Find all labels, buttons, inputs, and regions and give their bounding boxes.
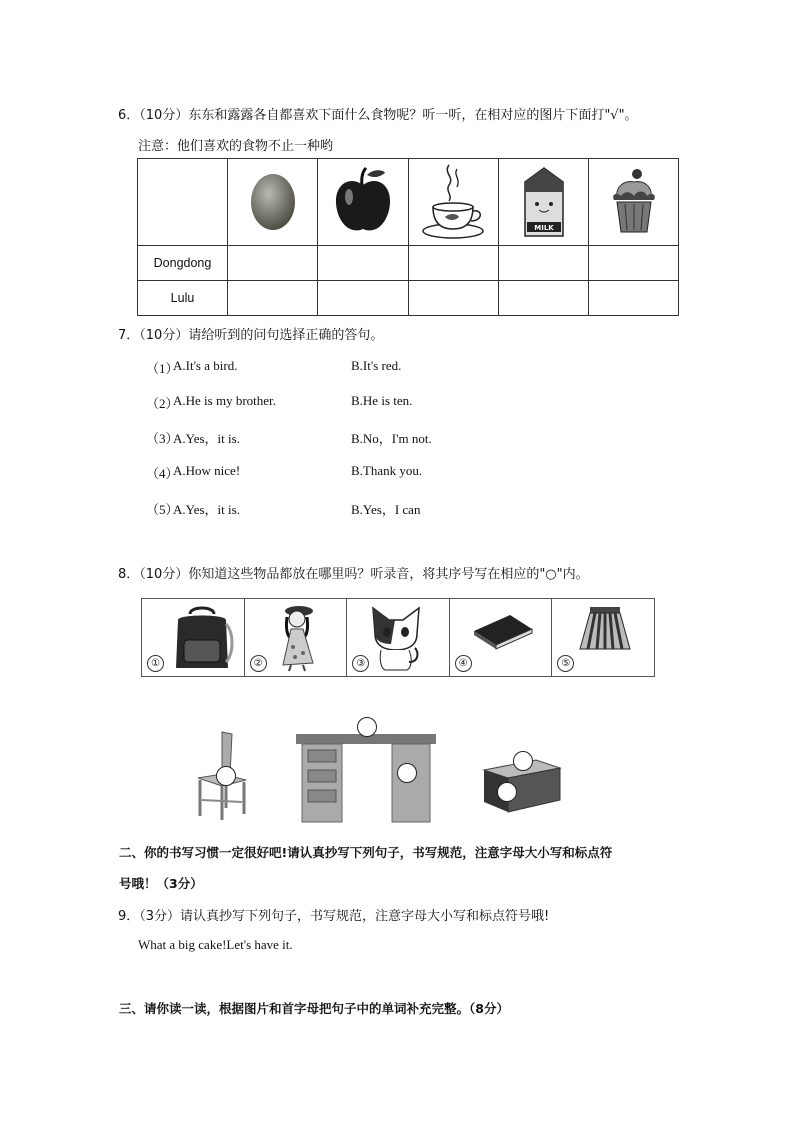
q7-option-b[interactable]: B.Thank you. <box>351 463 423 478</box>
answer-cell[interactable] <box>228 281 318 316</box>
book-image <box>472 611 534 651</box>
egg-image <box>243 166 303 236</box>
answer-circle-box-front[interactable] <box>497 782 517 802</box>
q7-option-a[interactable]: A.Yes，it is. <box>173 431 240 446</box>
answer-cell[interactable] <box>589 281 679 316</box>
q7-option-a[interactable]: A.Yes，it is. <box>173 502 240 517</box>
cake-image <box>609 166 659 236</box>
items-strip <box>141 598 655 677</box>
q7-item-number: （3） <box>146 431 179 446</box>
tea-image <box>419 161 489 241</box>
answer-cell[interactable] <box>409 246 499 281</box>
row-label-dongdong: Dongdong <box>138 246 228 281</box>
answer-cell[interactable] <box>499 281 589 316</box>
q7-option-a[interactable]: A.It's a bird. <box>173 358 238 373</box>
answer-cell[interactable] <box>228 246 318 281</box>
answer-cell[interactable] <box>318 246 409 281</box>
q7-title: 7．（10分）请给听到的问句选择正确的答句。 <box>118 328 384 343</box>
answer-circle-chair[interactable] <box>216 766 236 786</box>
item-number: ④ <box>455 655 472 672</box>
row-label-lulu: Lulu <box>138 281 228 316</box>
q9-title: 9．（3分）请认真抄写下列句子，书写规范，注意字母大小写和标点符号哦! <box>118 909 550 924</box>
milk-cell <box>499 159 589 246</box>
section-2-heading: 二、你的书写习惯一定很好吧!请认真抄写下列句子，书写规范，注意字母大小写和标点符 <box>119 845 613 860</box>
item-cell-book <box>450 599 553 676</box>
egg-cell <box>228 159 318 246</box>
section-2-heading-cont: 号哦！（3分） <box>119 876 203 891</box>
item-number: ⑤ <box>557 655 574 672</box>
apple-cell <box>318 159 409 246</box>
answer-cell[interactable] <box>409 281 499 316</box>
q7-item-number: （5） <box>146 502 179 517</box>
q7-option-a[interactable]: A.He is my brother. <box>173 393 276 408</box>
q7-item-number: （1） <box>146 361 179 376</box>
cake-cell <box>589 159 679 246</box>
q7-option-a[interactable]: A.How nice! <box>173 463 241 478</box>
answer-circle-box-top[interactable] <box>513 751 533 771</box>
q9-sentence: What a big cake!Let's have it. <box>138 937 293 952</box>
answer-cell[interactable] <box>589 246 679 281</box>
q7-option-b[interactable]: B.He is ten. <box>351 393 413 408</box>
backpack-image <box>170 604 234 672</box>
table-corner-cell <box>138 159 228 246</box>
item-cell-skirt <box>552 599 654 676</box>
q7-item-number: （4） <box>146 466 179 481</box>
doll-image <box>275 603 321 673</box>
skirt-image <box>578 605 632 653</box>
q7-item-number: （2） <box>146 396 179 411</box>
tea-cell <box>409 159 499 246</box>
answer-circle-desk-top[interactable] <box>357 717 377 737</box>
section-3-heading: 三、请你读一读，根据图片和首字母把句子中的单词补充完整。（8分） <box>119 1001 509 1016</box>
answer-cell[interactable] <box>318 281 409 316</box>
item-cell-cat <box>347 599 450 676</box>
q8-title: 8．（10分）你知道这些物品都放在哪里吗？听录音，将其序号写在相应的"○"内。 <box>118 567 589 582</box>
answer-circle-desk-drawer[interactable] <box>397 763 417 783</box>
item-cell-doll <box>245 599 348 676</box>
item-number: ③ <box>352 655 369 672</box>
svg-text:MILK: MILK <box>533 223 554 232</box>
apple-image <box>331 165 395 237</box>
food-table <box>137 158 679 316</box>
answer-cell[interactable] <box>499 246 589 281</box>
q6-title: 6．（10分）东东和露露各自都喜欢下面什么食物呢？听一听，在相对应的图片下面打"√"。 <box>118 108 638 123</box>
cat-image <box>369 604 423 672</box>
item-cell-backpack <box>142 599 245 676</box>
q7-option-b[interactable]: B.Yes，I can <box>351 502 421 517</box>
q6-note: 注意：他们喜欢的食物不止一种哟 <box>138 139 334 154</box>
q7-option-b[interactable]: B.It's red. <box>351 358 402 373</box>
milk-image <box>519 162 569 240</box>
item-number: ① <box>147 655 164 672</box>
desk-image <box>294 732 438 824</box>
q7-option-b[interactable]: B.No，I'm not. <box>351 431 432 446</box>
item-number: ② <box>250 655 267 672</box>
